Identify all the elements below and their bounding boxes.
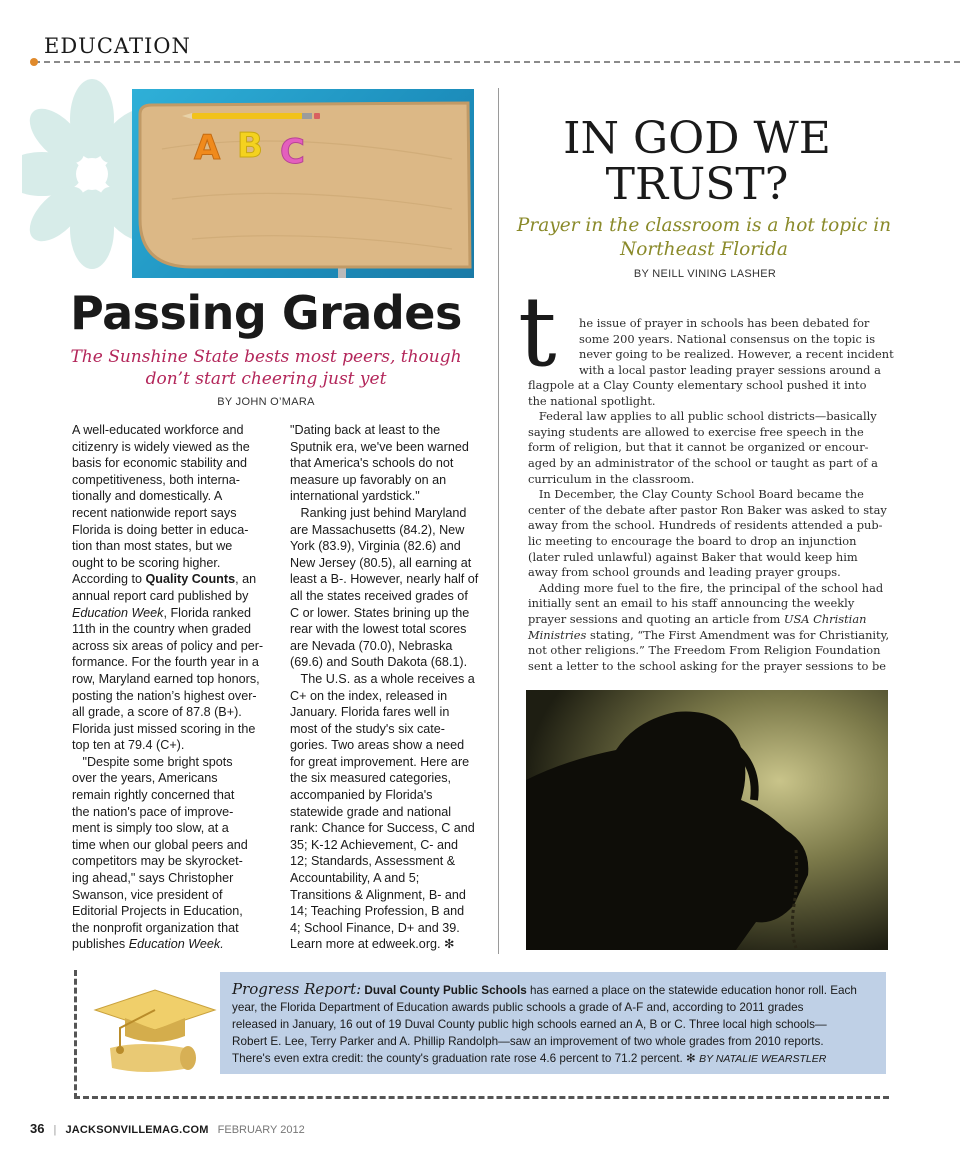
text-line: ment is simply too slow, at a	[72, 821, 229, 836]
text-line: gories. Two areas show a need	[290, 738, 465, 753]
right-title-line-2: TRUST?	[605, 159, 789, 210]
text-line: Accountability, A and 5;	[290, 871, 420, 886]
page-number: 36	[30, 1121, 45, 1136]
text-line: not other religions.” The Freedom From Religion Foundation	[528, 643, 881, 658]
text-line: formance. For the fourth year in a	[72, 655, 259, 670]
text-line: basis for economic stability and	[72, 456, 247, 471]
text-line: lic meeting to encourage the board to drop an injunction	[528, 533, 857, 548]
text-line: Transitions & Alignment, B- and	[290, 887, 466, 902]
text-line: According to Quality Counts, an	[72, 572, 257, 587]
text-line: "Dating back at least to the	[290, 423, 441, 437]
text-line: tion than most states, but we	[72, 539, 233, 554]
right-article-title	[520, 113, 874, 210]
text-line: all the states received grades of	[290, 588, 468, 603]
text-line: Florida is doing better in educa-	[72, 522, 249, 537]
text-line: top ten at 79.4 (C+).	[72, 738, 185, 753]
page-footer	[30, 1121, 305, 1136]
text-line: ought to be scoring higher.	[72, 555, 221, 570]
text-line: (69.6) and South Dakota (68.1).	[290, 655, 468, 670]
text-line: with a local pastor leading prayer sessions around a	[579, 362, 881, 377]
text-line: rear with the lowest total scores	[290, 622, 467, 637]
right-subtitle-line-2: Northeast Florida	[620, 239, 788, 260]
text-line: The U.S. as a whole receives a	[290, 671, 475, 686]
text-line: sent a letter to the school asking for the prayer sessions to be	[528, 658, 887, 673]
text-line: In December, the Clay County School Board became the	[528, 487, 864, 502]
svg-text:A: A	[194, 128, 221, 168]
right-article-byline: BY NEILL VINING LASHER	[633, 268, 777, 280]
right-article-intro	[579, 316, 894, 378]
text-line: some 200 years. National consensus on the topic is	[579, 331, 876, 346]
section-label: EDUCATION	[44, 34, 191, 58]
school-desk-photo	[132, 89, 474, 278]
column-divider	[498, 88, 499, 954]
report-line-3: released in January, 16 out of 19 Duval County public high schools earned an A, B or C. Three local high schools—	[232, 1018, 827, 1031]
report-lead: Progress Report:	[232, 980, 362, 998]
report-line-5-text: There's even extra credit: the county's graduation rate rose 4.6 percent to 71.2 percent. ✻	[232, 1052, 700, 1065]
praying-illustration	[526, 690, 888, 950]
text-line: posting the nation’s highest over-	[72, 688, 257, 703]
text-line: Education Week, Florida ranked	[72, 605, 251, 620]
text-line: prayer sessions and quoting an article from USA Christian	[528, 611, 867, 626]
text-line: the six measured categories,	[290, 771, 452, 786]
text-line: the nation's pace of improve-	[72, 804, 234, 819]
text-line: competitiveness, both interna-	[72, 472, 241, 487]
text-line: over the years, Americans	[72, 771, 218, 786]
report-school-name: Duval County Public Schools	[364, 984, 527, 997]
text-line: away from school grounds and leading prayer groups.	[528, 565, 841, 580]
progress-report-text	[232, 981, 880, 1068]
text-line: Ministries stating, “The First Amendment was for Christianity,	[528, 627, 890, 642]
text-line: rank: Chance for Success, C and	[290, 821, 475, 836]
text-line: Federal law applies to all public school districts—basically	[528, 409, 877, 424]
text-line: (later ruled unlawful) against Baker that would keep him	[528, 549, 858, 564]
text-line: 4; School Finance, D+ and 39.	[290, 920, 460, 935]
text-line: international yardstick."	[290, 489, 420, 504]
text-line: Swanson, vice president of	[72, 887, 223, 902]
header-dashed-rule	[34, 61, 960, 63]
text-line: center of the debate after pastor Ron Baker was asked to stay	[528, 502, 887, 517]
text-line: accompanied by Florida's	[290, 788, 433, 803]
report-line-1-rest: has earned a place on the statewide education honor roll. Each	[526, 984, 857, 997]
text-line: he issue of prayer in schools has been debated for	[579, 316, 870, 330]
text-line: publishes Education Week.	[72, 937, 224, 952]
text-line: C or lower. States brining up the	[290, 605, 470, 620]
text-line: for great improvement. Here are	[290, 754, 470, 769]
svg-text:B: B	[237, 126, 263, 166]
report-line-5	[232, 1050, 880, 1068]
left-article-byline: BY JOHN O’MARA	[217, 396, 315, 408]
text-line: form of religion, but that it cannot be organized or encour-	[528, 440, 869, 455]
text-line: time when our global peers and	[72, 837, 248, 852]
left-article-column-1	[72, 422, 276, 953]
text-line: most of the study's six cate-	[290, 721, 445, 736]
left-article-subtitle	[70, 346, 462, 390]
text-line: C+ on the index, released in	[290, 688, 448, 703]
text-line: "Despite some bright spots	[72, 754, 233, 769]
text-line: ing ahead," says Christopher	[72, 871, 234, 886]
right-article-subtitle	[512, 214, 896, 262]
text-line: never going to be realized. However, a recent incident	[579, 347, 894, 362]
footer-site-link[interactable]: JACKSONVILLEMAG.COM	[65, 1124, 209, 1136]
right-article-body	[528, 378, 888, 674]
report-line-2: year, the Florida Department of Education awards public schools a grade of A-F and, according to 2011 grades	[232, 1001, 804, 1014]
right-title-line-1: IN GOD WE	[563, 113, 831, 164]
text-line: recent nationwide report says	[72, 505, 237, 520]
praying-silhouette-photo	[526, 690, 888, 950]
text-line: competitors may be skyrocket-	[72, 854, 243, 869]
text-line: aged by an administrator of the school or taught as part of a	[528, 455, 878, 470]
text-line: 11th in the country when graded	[72, 622, 251, 637]
left-article-title: Passing Grades	[70, 286, 462, 340]
text-line: A well-educated workforce and	[72, 423, 244, 437]
text-line: that America's schools do not	[290, 456, 454, 471]
drop-cap: t	[518, 276, 557, 388]
text-line: January. Florida fares well in	[290, 705, 450, 720]
header-accent-dot	[30, 58, 38, 66]
text-line: New Jersey (80.5), all earning at	[290, 555, 472, 570]
svg-text:C: C	[280, 132, 305, 172]
left-subtitle-line-2: don’t start cheering just yet	[145, 369, 387, 389]
text-line: the national spotlight.	[528, 393, 656, 408]
text-line: York (83.9), Virginia (82.6) and	[290, 539, 461, 554]
report-credit: BY NATALIE WEARSTLER	[699, 1053, 827, 1065]
text-line: the nonprofit organization that	[72, 920, 239, 935]
text-line: 12; Standards, Assessment &	[290, 854, 456, 869]
text-line: initially sent an email to his staff announcing the weekly	[528, 596, 855, 611]
text-line: curriculum in the classroom.	[528, 471, 695, 486]
footer-issue-date: FEBRUARY 2012	[217, 1124, 305, 1136]
text-line: all grade, a score of 87.8 (B+).	[72, 705, 242, 720]
text-line: Adding more fuel to the fire, the principal of the school had	[528, 580, 884, 595]
text-line: measure up favorably on an	[290, 472, 447, 487]
text-line: flagpole at a Clay County elementary school pushed it into	[528, 378, 867, 392]
text-line: saying students are allowed to exercise free speech in the	[528, 424, 864, 439]
text-line: Learn more at edweek.org. ✻	[290, 937, 455, 952]
text-line: tionally and domestically. A	[72, 489, 223, 504]
left-subtitle-line-1: The Sunshine State bests most peers, though	[70, 347, 462, 367]
text-line: row, Maryland earned top honors,	[72, 671, 260, 686]
text-line: statewide grade and national	[290, 804, 452, 819]
footer-separator: |	[53, 1124, 57, 1136]
desk-illustration	[132, 89, 474, 278]
text-line: across six areas of policy and per-	[72, 638, 264, 653]
report-line-1	[232, 981, 880, 999]
text-line: away from the school. Hundreds of residents attended a pub-	[528, 518, 883, 533]
text-line: Ranking just behind Maryland	[290, 505, 467, 520]
report-line-4: Robert E. Lee, Terry Parker and A. Phillip Randolph—saw an improvement of two whole grades from 2010 reports.	[232, 1035, 824, 1048]
text-line: remain rightly concerned that	[72, 788, 235, 803]
left-article-column-2	[290, 422, 479, 953]
text-line: least a B-. However, nearly half of	[290, 572, 479, 587]
text-line: citizenry is widely viewed as the	[72, 439, 250, 454]
text-line: 14; Teaching Profession, B and	[290, 904, 465, 919]
text-line: Editorial Projects in Education,	[72, 904, 243, 919]
text-line: are Massachusetts (84.2), New	[290, 522, 465, 537]
text-line: annual report card published by	[72, 588, 249, 603]
text-line: are Nevada (70.0), Nebraska	[290, 638, 453, 653]
right-subtitle-line-1: Prayer in the classroom is a hot topic in	[516, 215, 892, 236]
text-line: Sputnik era, we've been warned	[290, 439, 469, 454]
text-line: 35; K-12 Achievement, C- and	[290, 837, 459, 852]
text-line: Florida just missed scoring in the	[72, 721, 256, 736]
graduation-cap-icon	[90, 978, 220, 1076]
